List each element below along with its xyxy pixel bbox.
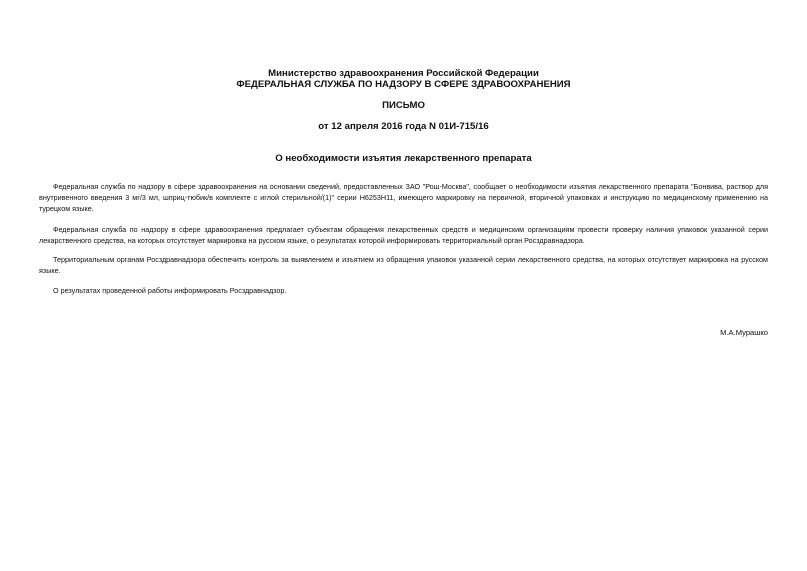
- signature: М.А.Мурашко: [720, 328, 768, 337]
- paragraph-3: Территориальным органам Росздравнадзора обеспечить контроль за выявлением и изъятием из обращения упаковок указанной серии лекарственного средства, на которых отсутствует маркировка на русском языке.: [39, 255, 768, 276]
- paragraph-4: О результатах проведенной работы информировать Росздравнадзор.: [53, 286, 287, 295]
- document-type: ПИСЬМО: [382, 100, 425, 111]
- paragraph-1: Федеральная служба по надзору в сфере здравоохранения на основании сведений, предоставленных ЗАО "Рош-Москва", сообщает о необходимости изъятия лекарственного препарата "Бонвива, раствор для внутривенного введения 3 мг/3 мл, шприц-тюбик/в комплекте с иглой стерильной/(1)" серии H6253H11, имеющего маркировку на первичной, вторичной упаковках и инструкцию по медицинскому применению на турецком языке.: [39, 182, 768, 214]
- document-date-number: от 12 апреля 2016 года N 01И-715/16: [318, 121, 489, 132]
- paragraph-2: Федеральная служба по надзору в сфере здравоохранения предлагает субъектам обращения лекарственных средств и медицинским организациям провести проверку наличия упаковок указанной серии лекарственного средства, на которых отсутствует маркировка на русском языке, о результатах которой информировать территориальный орган Росздравнадзора.: [39, 225, 768, 246]
- ministry-name: Министерство здравоохранения Российской Федерации: [268, 68, 539, 79]
- service-name: ФЕДЕРАЛЬНАЯ СЛУЖБА ПО НАДЗОРУ В СФЕРЕ ЗДРАВООХРАНЕНИЯ: [236, 79, 571, 90]
- document-subject: О необходимости изъятия лекарственного препарата: [275, 153, 532, 164]
